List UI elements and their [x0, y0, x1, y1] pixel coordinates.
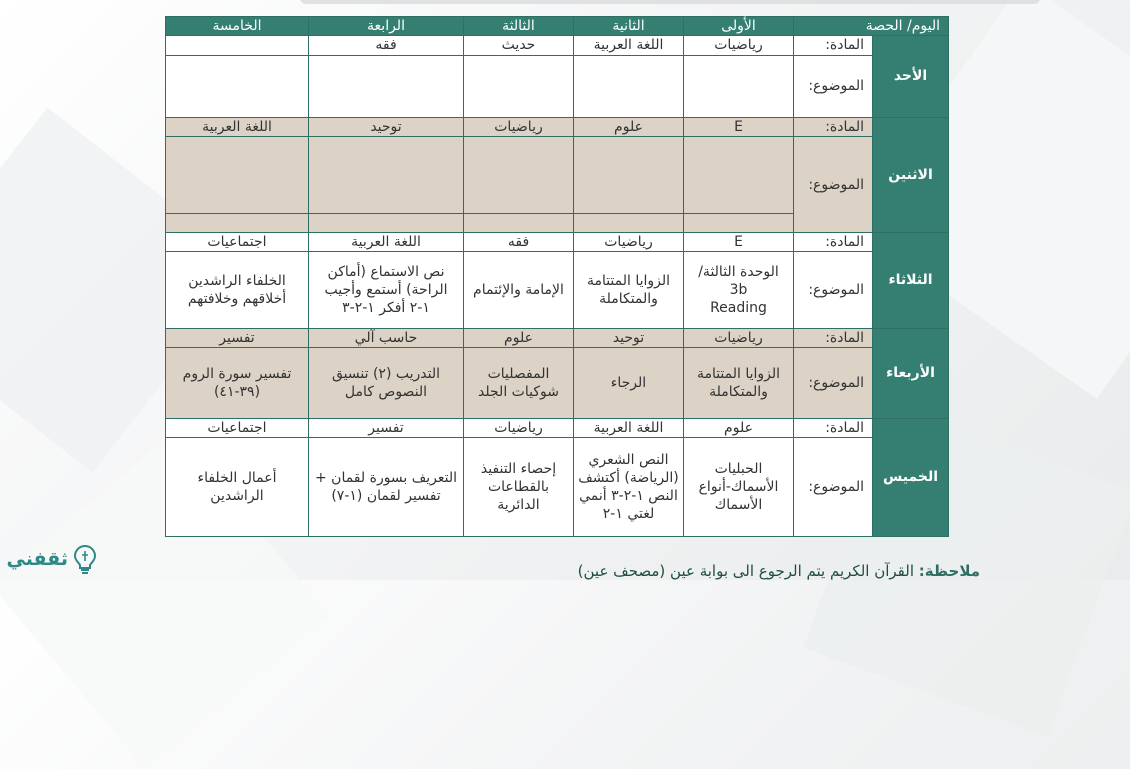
subject-cell: توحيد	[309, 117, 464, 136]
subject-cell: رياضيات	[684, 328, 794, 347]
subject-cell: علوم	[464, 328, 574, 347]
day-wednesday: الأربعاء	[873, 328, 949, 418]
logo-text: ثقفني	[6, 548, 68, 570]
topic-label: الموضوع:	[794, 137, 873, 233]
topic-cell: نص الاستماع (أماكن الراحة) أستمع وأجيب ١-٢ أفكر ١-٢-٣	[309, 252, 464, 329]
tuesday-topic-row	[166, 252, 949, 329]
empty-cell	[574, 213, 684, 232]
topic-cell: تفسير سورة الروم (٣٩-٤١)	[166, 348, 309, 419]
header-day-period: اليوم/ الحصة	[794, 17, 949, 36]
topic-line: Reading	[710, 300, 767, 317]
subject-cell: علوم	[574, 117, 684, 136]
topic-cell	[574, 55, 684, 117]
subject-cell	[166, 36, 309, 55]
monday-subject-row	[166, 117, 949, 136]
subject-cell: E	[684, 233, 794, 252]
subject-cell: اللغة العربية	[309, 233, 464, 252]
topic-cell: الحبليات الأسماك-أنواع الأسماك	[684, 438, 794, 537]
subject-cell: اجتماعيات	[166, 418, 309, 437]
header-period-1: الأولى	[684, 17, 794, 36]
subject-cell: فقه	[464, 233, 574, 252]
topic-cell: الزوايا المتتامة والمتكاملة	[684, 348, 794, 419]
subject-cell: اللغة العربية	[166, 117, 309, 136]
topic-cell	[574, 137, 684, 214]
topic-cell	[684, 252, 794, 329]
topic-cell	[166, 55, 309, 117]
topic-cell	[166, 137, 309, 214]
topic-label: الموضوع:	[794, 55, 873, 117]
empty-cell	[464, 213, 574, 232]
wednesday-topic-row	[166, 348, 949, 419]
subject-label: المادة:	[794, 36, 873, 55]
lightbulb-icon	[72, 544, 98, 574]
subject-cell: اجتماعيات	[166, 233, 309, 252]
topic-cell: الخلفاء الراشدين أخلاقهم وخلافتهم	[166, 252, 309, 329]
note-line	[520, 562, 980, 582]
topic-cell: الإمامة والإئتمام	[464, 252, 574, 329]
top-banner-strip	[300, 0, 1040, 4]
topic-cell	[309, 137, 464, 214]
day-thursday: الخميس	[873, 418, 949, 536]
monday-topic-row	[166, 137, 949, 214]
header-period-5: الخامسة	[166, 17, 309, 36]
sunday-topic-row	[166, 55, 949, 117]
topic-cell: التعريف بسورة لقمان + تفسير لقمان (١-٧)	[309, 438, 464, 537]
note-text: القرآن الكريم يتم الرجوع الى بوابة عين (مصحف عين)	[577, 562, 915, 580]
subject-cell: E	[684, 117, 794, 136]
header-period-3: الثالثة	[464, 17, 574, 36]
topic-line: 3b	[729, 282, 748, 299]
subject-cell: رياضيات	[464, 418, 574, 437]
subject-cell: رياضيات	[684, 36, 794, 55]
topic-cell: التدريب (٢) تنسيق النصوص كامل	[309, 348, 464, 419]
topic-cell: المفصليات شوكيات الجلد	[464, 348, 574, 419]
schedule-table	[165, 16, 949, 537]
header-row	[166, 17, 949, 36]
subject-cell: حاسب آلي	[309, 328, 464, 347]
subject-label: المادة:	[794, 328, 873, 347]
thursday-subject-row	[166, 418, 949, 437]
topic-cell: أعمال الخلفاء الراشدين	[166, 438, 309, 537]
subject-cell: تفسير	[309, 418, 464, 437]
subject-cell: تفسير	[166, 328, 309, 347]
subject-cell: رياضيات	[574, 233, 684, 252]
subject-cell: توحيد	[574, 328, 684, 347]
header-period-2: الثانية	[574, 17, 684, 36]
topic-cell: النص الشعري (الرياضة) أكتشف النص ١-٢-٣ أنمي لغتي ١-٢	[574, 438, 684, 537]
topic-cell	[309, 55, 464, 117]
wednesday-subject-row	[166, 328, 949, 347]
topic-label: الموضوع:	[794, 438, 873, 537]
topic-cell: الزوايا المتتامة والمتكاملة	[574, 252, 684, 329]
subject-cell: اللغة العربية	[574, 36, 684, 55]
header-period-4: الرابعة	[309, 17, 464, 36]
day-sunday: الأحد	[873, 36, 949, 118]
note-label: ملاحظة:	[918, 562, 980, 580]
subject-label: المادة:	[794, 117, 873, 136]
empty-cell	[684, 213, 794, 232]
subject-label: المادة:	[794, 418, 873, 437]
site-logo	[2, 542, 98, 576]
topic-cell	[464, 55, 574, 117]
topic-cell: الرجاء	[574, 348, 684, 419]
day-monday: الاثنين	[873, 117, 949, 232]
subject-cell: رياضيات	[464, 117, 574, 136]
topic-line: الوحدة الثالثة/	[698, 263, 779, 280]
sunday-subject-row	[166, 36, 949, 55]
tuesday-subject-row	[166, 233, 949, 252]
subject-cell: علوم	[684, 418, 794, 437]
subject-label: المادة:	[794, 233, 873, 252]
empty-cell	[309, 213, 464, 232]
subject-cell: اللغة العربية	[574, 418, 684, 437]
topic-label: الموضوع:	[794, 252, 873, 329]
topic-cell: إحصاء التنفيذ بالقطاعات الدائرية	[464, 438, 574, 537]
subject-cell: فقه	[309, 36, 464, 55]
thursday-topic-row	[166, 438, 949, 537]
subject-cell: حديث	[464, 36, 574, 55]
topic-cell	[464, 137, 574, 214]
topic-label: الموضوع:	[794, 348, 873, 419]
topic-cell	[684, 55, 794, 117]
empty-cell	[166, 213, 309, 232]
topic-cell	[684, 137, 794, 214]
day-tuesday: الثلاثاء	[873, 233, 949, 329]
